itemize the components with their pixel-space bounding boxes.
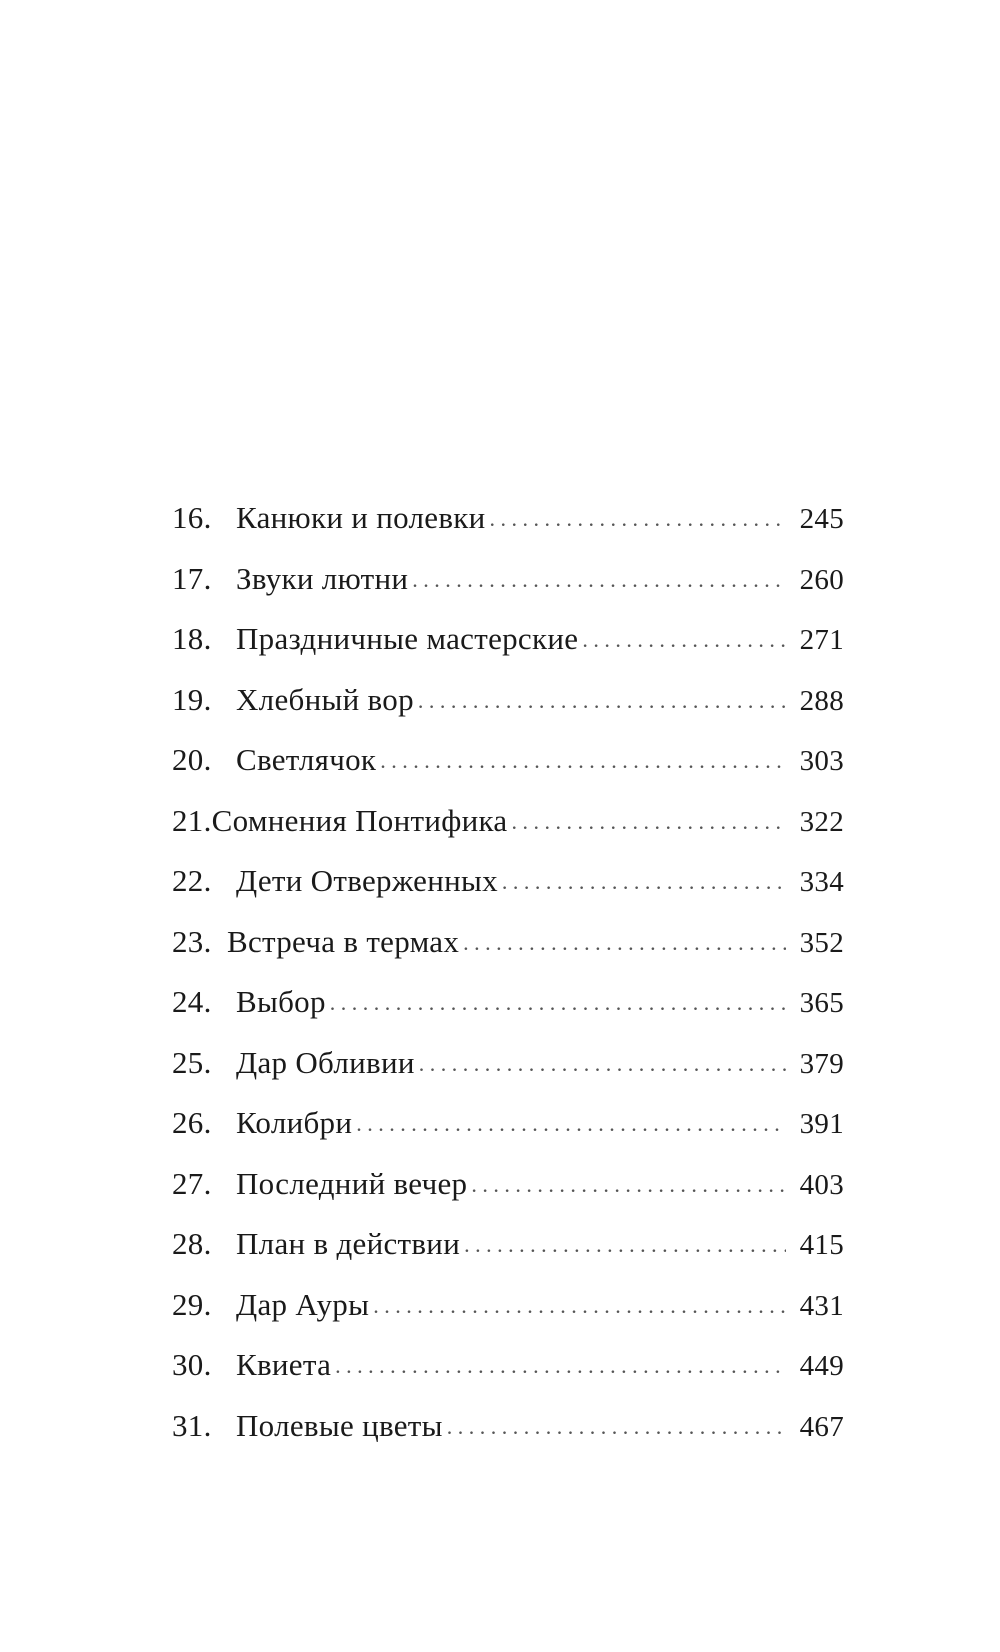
chapter-title: Сомнения Понтифика bbox=[211, 802, 508, 838]
page-number: 334 bbox=[799, 866, 844, 898]
toc-entry[interactable] bbox=[172, 1347, 844, 1408]
toc-entry[interactable] bbox=[172, 500, 844, 561]
toc-entry[interactable] bbox=[172, 1287, 844, 1348]
chapter-number: 26. bbox=[172, 1105, 212, 1140]
page-number: 352 bbox=[799, 926, 844, 959]
chapter-title: Полевые цветы bbox=[236, 1407, 443, 1443]
chapter-number: 24. bbox=[172, 984, 212, 1019]
chapter-title: Праздничные мастерские bbox=[236, 621, 579, 656]
toc-entry[interactable] bbox=[172, 1408, 844, 1469]
dot-leader bbox=[582, 627, 786, 653]
chapter-number: 16. bbox=[172, 500, 212, 535]
dot-leader bbox=[335, 1353, 786, 1379]
toc-entry[interactable] bbox=[172, 1045, 844, 1106]
dot-leader bbox=[463, 930, 786, 956]
page-number: 403 bbox=[799, 1168, 844, 1201]
chapter-number: 27. bbox=[172, 1165, 212, 1201]
table-of-contents bbox=[172, 500, 844, 1468]
chapter-title: Звуки лютни bbox=[236, 560, 409, 596]
chapter-number: 29. bbox=[172, 1286, 212, 1322]
page-number: 379 bbox=[799, 1047, 844, 1080]
chapter-number: 31. bbox=[172, 1407, 212, 1443]
toc-entry[interactable] bbox=[172, 1226, 844, 1287]
dot-leader bbox=[373, 1293, 786, 1319]
page-number: 288 bbox=[799, 684, 844, 717]
page-number: 303 bbox=[799, 745, 844, 777]
toc-entry[interactable] bbox=[172, 561, 844, 622]
page-number: 260 bbox=[799, 563, 844, 596]
toc-entry[interactable] bbox=[172, 1166, 844, 1227]
dot-leader bbox=[419, 1051, 786, 1077]
page-number: 415 bbox=[799, 1229, 844, 1261]
chapter-title: Выбор bbox=[236, 984, 326, 1019]
chapter-title: Колибри bbox=[236, 1105, 353, 1140]
toc-entry[interactable] bbox=[172, 682, 844, 743]
chapter-title: Встреча в термах bbox=[227, 923, 460, 959]
toc-entry[interactable] bbox=[172, 984, 844, 1045]
page-number: 391 bbox=[799, 1108, 844, 1140]
chapter-title: Квиета bbox=[236, 1347, 332, 1382]
toc-entry[interactable] bbox=[172, 742, 844, 803]
dot-leader bbox=[356, 1111, 786, 1137]
dot-leader bbox=[511, 809, 786, 835]
chapter-number: 17. bbox=[172, 560, 212, 596]
page-number: 467 bbox=[799, 1410, 844, 1443]
chapter-title: Дар Обливии bbox=[236, 1044, 415, 1080]
dot-leader bbox=[502, 869, 786, 895]
chapter-title: Последний вечер bbox=[236, 1165, 468, 1201]
toc-entry[interactable] bbox=[172, 863, 844, 924]
chapter-title: План в действии bbox=[236, 1226, 461, 1261]
page-number: 271 bbox=[799, 624, 844, 656]
chapter-number: 20. bbox=[172, 742, 212, 777]
chapter-number: 19. bbox=[172, 681, 212, 717]
chapter-title: Дар Ауры bbox=[236, 1286, 370, 1322]
page-number: 365 bbox=[799, 987, 844, 1019]
dot-leader bbox=[412, 567, 786, 593]
chapter-number: 18. bbox=[172, 621, 212, 656]
chapter-title: Хлебный вор bbox=[236, 681, 414, 717]
chapter-title: Светлячок bbox=[236, 742, 377, 777]
dot-leader bbox=[471, 1172, 786, 1198]
page-number: 322 bbox=[799, 805, 844, 838]
chapter-number: 28. bbox=[172, 1226, 212, 1261]
chapter-number: 25. bbox=[172, 1044, 212, 1080]
dot-leader bbox=[380, 748, 786, 774]
toc-entry[interactable] bbox=[172, 803, 844, 864]
chapter-title: Дети Отверженных bbox=[236, 863, 498, 898]
dot-leader bbox=[418, 688, 786, 714]
chapter-number: 23. bbox=[172, 923, 212, 959]
page-number: 449 bbox=[799, 1350, 844, 1382]
dot-leader bbox=[447, 1414, 786, 1440]
dot-leader bbox=[490, 506, 786, 532]
toc-entry[interactable] bbox=[172, 1105, 844, 1166]
dot-leader bbox=[330, 990, 786, 1016]
toc-entry[interactable] bbox=[172, 621, 844, 682]
page-number: 431 bbox=[799, 1289, 844, 1322]
chapter-number: 21. bbox=[172, 802, 212, 838]
toc-entry[interactable] bbox=[172, 924, 844, 985]
chapter-title: Канюки и полевки bbox=[236, 500, 486, 535]
chapter-number: 30. bbox=[172, 1347, 212, 1382]
dot-leader bbox=[464, 1232, 786, 1258]
chapter-number: 22. bbox=[172, 863, 212, 898]
page-number: 245 bbox=[799, 503, 844, 535]
